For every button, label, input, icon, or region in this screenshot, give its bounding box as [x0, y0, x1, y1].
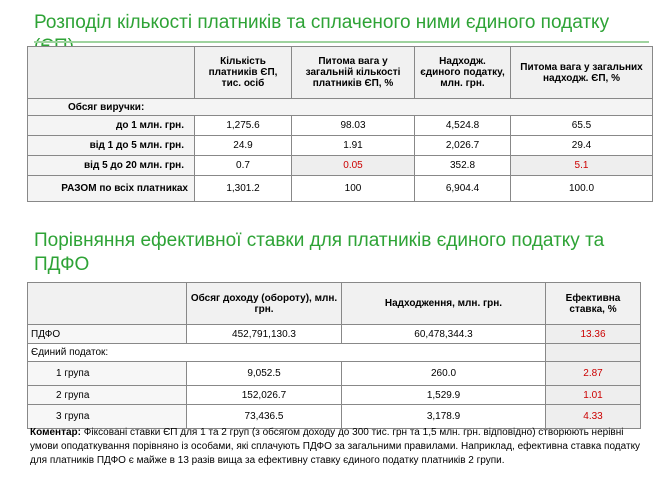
title-divider	[34, 41, 649, 43]
total-label: РАЗОМ по всіх платниках	[28, 176, 195, 202]
section1-title: Розподіл кількості платників та сплаченого ними єдиного податку	[34, 12, 610, 33]
comment-text: Фіксовані ставки ЄП для 1 та 2 груп (з обсягом доходу до 300 тис. грн та 1,5 млн. грн. відповідно) створюють нерівні умови оподаткування порівняно із особами, які сплачують ПДФО за загальними правилами. Наприклад, ефективна ставка податку для платників ПДФО є майже в 13 разів вища за ефективну ставку єдиного податку платників 2 групи.	[30, 427, 641, 466]
header-revenue-share: Питома вага у загальних надходж. ЄП, %	[511, 47, 653, 99]
header-income-volume: Обсяг доходу (обороту), млн. грн.	[187, 283, 342, 325]
group-row	[28, 344, 641, 362]
comment-label: Коментар:	[30, 427, 81, 438]
table-header-row	[28, 283, 641, 325]
table-row	[28, 116, 653, 136]
row-label: від 5 до 20 млн. грн.	[28, 156, 195, 176]
total-payers-count: 1,301.2	[195, 176, 292, 202]
cell-tax-revenue: 2,026.7	[415, 136, 511, 156]
section2-title: Порівняння ефективної ставки для платників єдиного податку та ПДФО	[34, 230, 605, 275]
table-row	[28, 386, 641, 405]
row-label-group: 2 група	[28, 386, 187, 405]
table-row	[28, 405, 641, 429]
header-payers-share: Питома вага у загальній кількості платників ЄП, %	[292, 47, 415, 99]
cell-payers-count: 0.7	[195, 156, 292, 176]
cell-payers-share-highlight: 0.05	[292, 156, 415, 176]
total-payers-share: 100	[292, 176, 415, 202]
cell-revenue-share: 29.4	[511, 136, 653, 156]
cell-payers-share: 1.91	[292, 136, 415, 156]
cell-revenue-share-highlight: 5.1	[511, 156, 653, 176]
cell-income-volume: 9,052.5	[187, 362, 342, 386]
row-label-group: 3 група	[28, 405, 187, 429]
cell-income-volume: 73,436.5	[187, 405, 342, 429]
cell-income-volume: 152,026.7	[187, 386, 342, 405]
row-label-pdfo: ПДФО	[28, 325, 187, 344]
group-label-single-tax: Єдиний податок:	[28, 344, 546, 362]
effective-rate-table	[27, 282, 641, 429]
cell-revenue: 60,478,344.3	[342, 325, 546, 344]
header-effective-rate: Ефективна ставка, %	[546, 283, 641, 325]
cell-effective-rate: 1.01	[546, 386, 641, 405]
cell-revenue: 260.0	[342, 362, 546, 386]
header-blank-cell	[28, 283, 187, 325]
header-blank-cell	[28, 47, 195, 99]
cell-payers-share: 98.03	[292, 116, 415, 136]
cell-effective-rate: 4.33	[546, 405, 641, 429]
payers-distribution-table	[27, 46, 653, 202]
table-header-row	[28, 47, 653, 99]
group-row	[28, 99, 653, 116]
cell-revenue-share: 65.5	[511, 116, 653, 136]
row-label: до 1 млн. грн.	[28, 116, 195, 136]
header-tax-revenue: Надходж. єдиного податку, млн. грн.	[415, 47, 511, 99]
group-label-revenue: Обсяг виручки:	[28, 99, 653, 116]
comment-block	[30, 426, 648, 468]
total-tax-revenue: 6,904.4	[415, 176, 511, 202]
table-row	[28, 136, 653, 156]
table-row	[28, 156, 653, 176]
cell-revenue: 3,178.9	[342, 405, 546, 429]
cell-payers-count: 24.9	[195, 136, 292, 156]
table-row	[28, 325, 641, 344]
cell-tax-revenue: 4,524.8	[415, 116, 511, 136]
empty-rate-cell	[546, 344, 641, 362]
cell-effective-rate: 13.36	[546, 325, 641, 344]
header-payers-count: Кількість платників ЄП, тис. осіб	[195, 47, 292, 99]
cell-income-volume: 452,791,130.3	[187, 325, 342, 344]
cell-revenue: 1,529.9	[342, 386, 546, 405]
row-label-group: 1 група	[28, 362, 187, 386]
total-row	[28, 176, 653, 202]
table-row	[28, 362, 641, 386]
total-revenue-share: 100.0	[511, 176, 653, 202]
cell-tax-revenue: 352.8	[415, 156, 511, 176]
cell-payers-count: 1,275.6	[195, 116, 292, 136]
cell-effective-rate: 2.87	[546, 362, 641, 386]
header-revenue: Надходження, млн. грн.	[342, 283, 546, 325]
row-label: від 1 до 5 млн. грн.	[28, 136, 195, 156]
